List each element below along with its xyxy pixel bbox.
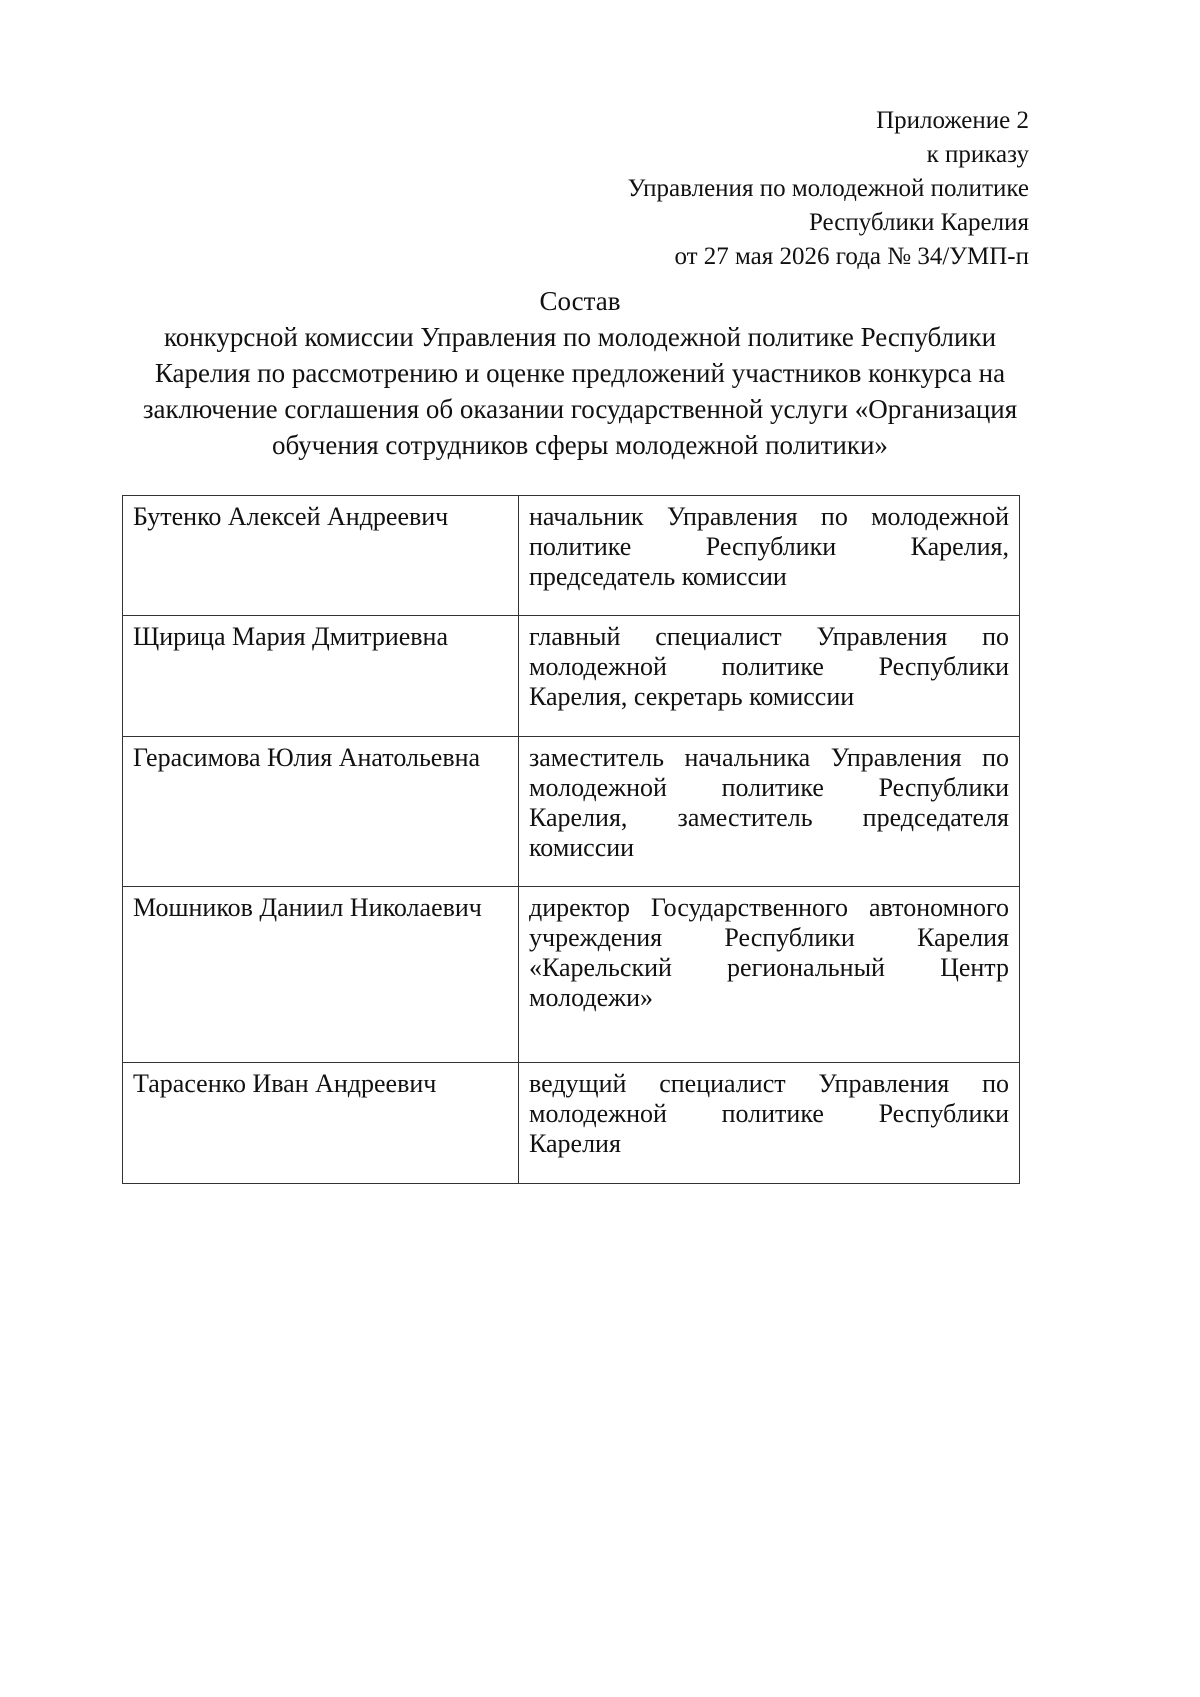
appendix-date-number: от 27 мая 2026 года № 34/УМП-п: [674, 243, 1029, 270]
member-name: Бутенко Алексей Андреевич: [123, 496, 519, 616]
member-row: [123, 1063, 1020, 1184]
title-heading: Состав: [539, 286, 621, 316]
member-name: Герасимова Юлия Анатольевна: [123, 737, 519, 887]
appendix-number: Приложение 2: [876, 107, 1029, 134]
document-title: [120, 283, 1040, 463]
member-name: Мошников Даниил Николаевич: [123, 887, 519, 1063]
member-name: Щирица Мария Дмитриевна: [123, 616, 519, 737]
member-row: [123, 887, 1020, 1063]
title-subtitle-line: Карелия по рассмотрению и оценке предложений участников конкурса на: [154, 358, 1006, 388]
member-role: заместитель начальника Управления по молодежной политике Республики Карелия, заместитель председателя комиссии: [519, 737, 1020, 887]
member-role: директор Государственного автономного учреждения Республики Карелия «Карельский региональный Центр молодежи»: [519, 887, 1020, 1063]
member-row: [123, 737, 1020, 887]
commission-members-table: [122, 495, 1020, 1184]
member-name: Тарасенко Иван Андреевич: [123, 1063, 519, 1184]
member-role: начальник Управления по молодежной политике Республики Карелия, председатель комиссии: [519, 496, 1020, 616]
appendix-header: [509, 104, 1029, 274]
appendix-issuer: Управления по молодежной политике: [627, 175, 1029, 202]
appendix-region: Республики Карелия: [808, 209, 1029, 236]
title-subtitle-line: обучения сотрудников сферы молодежной политики»: [272, 430, 888, 460]
title-subtitle-line: конкурсной комиссии Управления по молодежной политике Республики: [163, 322, 997, 352]
member-role: главный специалист Управления по молодежной политике Республики Карелия, секретарь комиссии: [519, 616, 1020, 737]
title-subtitle-line: заключение соглашения об оказании государственной услуги «Организация: [142, 394, 1018, 424]
member-role: ведущий специалист Управления по молодежной политике Республики Карелия: [519, 1063, 1020, 1184]
member-row: [123, 616, 1020, 737]
member-row: [123, 496, 1020, 616]
appendix-order-ref: к приказу: [926, 141, 1029, 168]
